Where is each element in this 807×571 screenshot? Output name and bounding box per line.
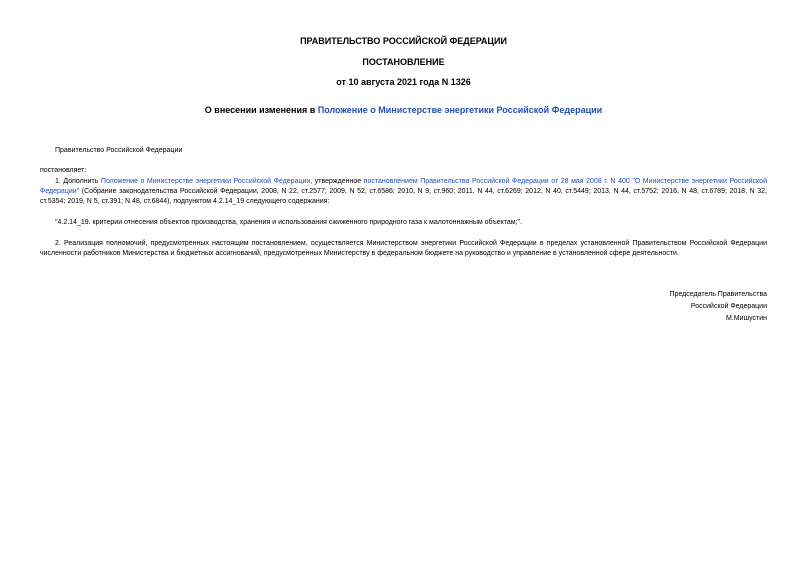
document-type: ПОСТАНОВЛЕНИЕ bbox=[362, 57, 445, 67]
signature-name: М.Мишустин bbox=[725, 315, 767, 322]
p1-end: (Собрание законодательства Российской Федерации, 2008, N 22, ст.2577; 2009, N 52, ст.6586; 2010, N 9, ст.960; 2011, N 44, ст.6269; 2012, N 40, ст.5449; 2013, N 44, ст.5752; 2016, N 48, ст.6789; 2018, N 32, ст.5354; 2019, N 5, ст.391; N 48, ст.6844), подпунктом 4.2.14_19 следующего содержания: bbox=[40, 188, 767, 205]
p1-link-regulation[interactable]: Положение о Министерстве энергетики Российской Федерации bbox=[100, 178, 311, 185]
document-subject bbox=[0, 105, 807, 116]
signature-block bbox=[670, 289, 767, 325]
p1-mid: , утвержденное bbox=[310, 178, 364, 185]
government-heading: ПРАВИТЕЛЬСТВО РОССИЙСКОЙ ФЕДЕРАЦИИ bbox=[300, 36, 507, 46]
issuer-text: Правительство Российской Федерации bbox=[55, 147, 183, 154]
subject-link[interactable]: Положение о Министерстве энергетики Российской Федерации bbox=[317, 105, 603, 115]
decides-text: постановляет: bbox=[40, 167, 87, 174]
p1-link-decree[interactable]: постановлением Правительства Российской Федерации от 28 мая 2008 г. N 400 "О Министерстве энергетики Российской Федерации" bbox=[40, 178, 767, 195]
p1-start: 1. Дополнить bbox=[55, 178, 101, 185]
signature-country: Российской Федерации bbox=[690, 303, 767, 310]
paragraph-1 bbox=[40, 177, 767, 207]
document-date-number: от 10 августа 2021 года N 1326 bbox=[336, 77, 471, 87]
quoted-subclause: "4.2.14_19. критерии отнесения объектов производства, хранения и использования сжиженного природного газа к малотоннажным объектам;". bbox=[55, 219, 522, 226]
subject-prefix: О внесении изменения в bbox=[204, 105, 318, 115]
paragraph-2: 2. Реализация полномочий, предусмотренных настоящим постановлением, осуществляется Министерством энергетики Российской Федерации в пределах установленной Правительством Российской Федерации численности работников Министерства и бюджетных ассигнований, предусмотренных Министерству в федеральном бюджете на руководство и управление в установленной сфере деятельности. bbox=[40, 240, 767, 257]
signature-position: Председатель Правительства bbox=[669, 291, 767, 298]
